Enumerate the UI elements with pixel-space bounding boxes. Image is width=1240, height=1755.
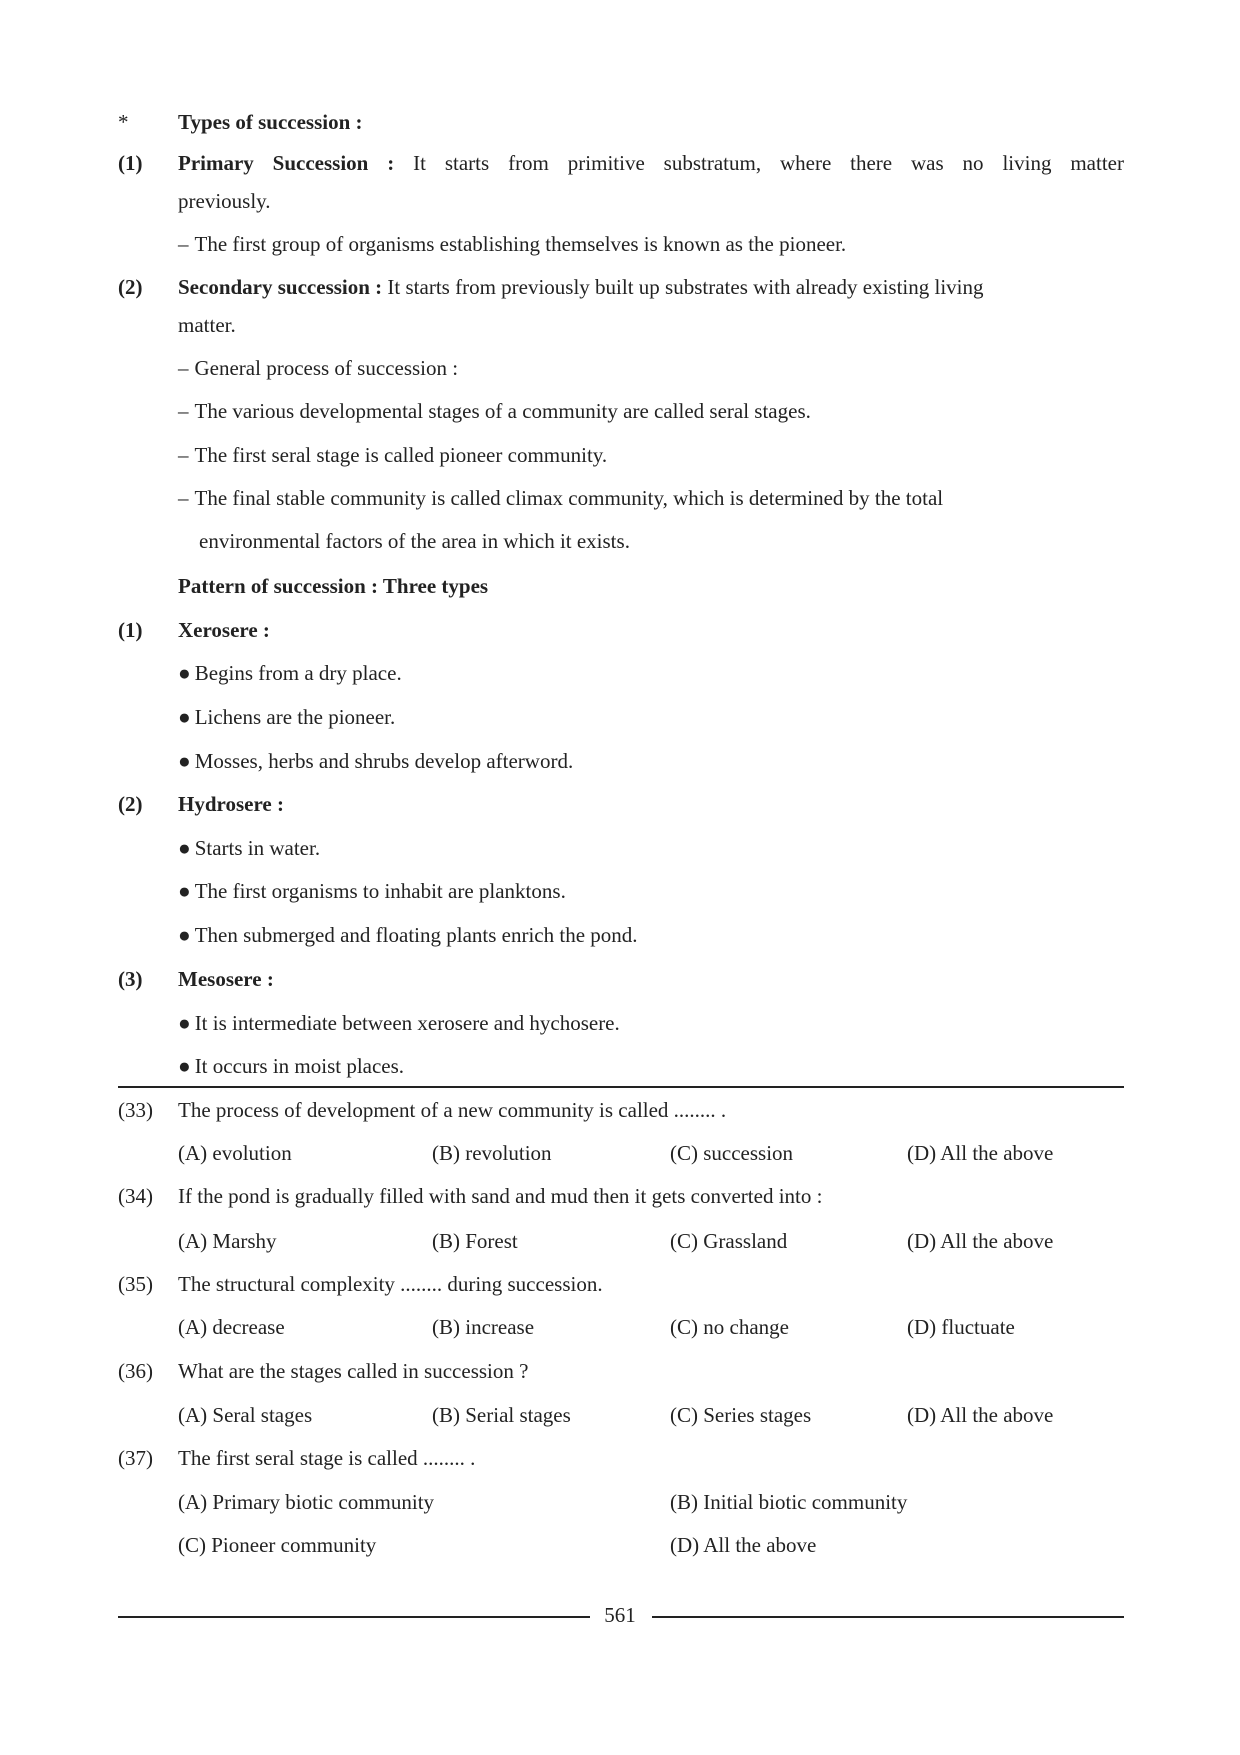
bullet-point: ● Starts in water. bbox=[178, 836, 321, 860]
question-text: If the pond is gradually filled with sand and mud then it gets converted into : bbox=[178, 1184, 823, 1208]
bullet-star: * bbox=[118, 110, 129, 134]
option-d: (D) All the above bbox=[907, 1141, 1054, 1165]
question-number: (35) bbox=[118, 1272, 153, 1296]
bullet-point: ● The first organisms to inhabit are planktons. bbox=[178, 879, 566, 903]
bullet-point: ● It occurs in moist places. bbox=[178, 1054, 405, 1078]
option-b: (B) increase bbox=[432, 1315, 535, 1339]
option-a: (A) Seral stages bbox=[178, 1403, 313, 1427]
item-number: (1) bbox=[118, 151, 143, 175]
bullet-point: ● Begins from a dry place. bbox=[178, 661, 402, 685]
footer-rule-left bbox=[118, 1616, 590, 1618]
option-b: (B) revolution bbox=[432, 1141, 552, 1165]
term: Primary Succession : bbox=[178, 151, 395, 175]
dash-line: – The first seral stage is called pioneer community. bbox=[178, 443, 608, 467]
page-number: 561 bbox=[604, 1603, 636, 1627]
note-line: – The first group of organisms establishing themselves is known as the pioneer. bbox=[178, 232, 847, 256]
item-number: (2) bbox=[118, 275, 143, 299]
definition: It starts from primitive substratum, where there was no living matter bbox=[413, 151, 1124, 175]
pattern-heading: Pattern of succession : Three types bbox=[178, 574, 489, 598]
option-b: (B) Initial biotic community bbox=[670, 1490, 908, 1514]
secondary-succession-line2: matter. bbox=[178, 313, 236, 337]
item-number: (1) bbox=[118, 618, 143, 642]
bullet-point: ● It is intermediate between xerosere and hychosere. bbox=[178, 1011, 620, 1035]
option-d: (D) fluctuate bbox=[907, 1315, 1015, 1339]
option-c: (C) succession bbox=[670, 1141, 794, 1165]
bullet-point: ● Then submerged and floating plants enrich the pond. bbox=[178, 923, 638, 947]
option-d: (D) All the above bbox=[670, 1533, 817, 1557]
item-number: (3) bbox=[118, 967, 143, 991]
footer-rule-right bbox=[652, 1616, 1124, 1618]
item-number: (2) bbox=[118, 792, 143, 816]
bullet-point: ● Lichens are the pioneer. bbox=[178, 705, 396, 729]
bullet-point: ● Mosses, herbs and shrubs develop afterword. bbox=[178, 749, 574, 773]
primary-succession-line2: previously. bbox=[178, 189, 271, 213]
option-c: (C) Series stages bbox=[670, 1403, 812, 1427]
question-text: What are the stages called in succession ? bbox=[178, 1359, 529, 1383]
option-a: (A) evolution bbox=[178, 1141, 292, 1165]
option-c: (C) no change bbox=[670, 1315, 789, 1339]
definition: It starts from previously built up substrates with already existing living bbox=[387, 275, 984, 299]
dash-line: – General process of succession : bbox=[178, 356, 459, 380]
option-d: (D) All the above bbox=[907, 1403, 1054, 1427]
section-divider bbox=[118, 1086, 1124, 1088]
question-number: (34) bbox=[118, 1184, 153, 1208]
option-b: (B) Forest bbox=[432, 1229, 518, 1253]
option-d: (D) All the above bbox=[907, 1229, 1054, 1253]
dash-line-continuation: environmental factors of the area in which it exists. bbox=[199, 529, 630, 553]
question-text: The process of development of a new community is called ........ . bbox=[178, 1098, 727, 1122]
question-text: The structural complexity ........ during succession. bbox=[178, 1272, 603, 1296]
hydrosere-title: Hydrosere : bbox=[178, 792, 284, 816]
option-a: (A) decrease bbox=[178, 1315, 285, 1339]
option-c: (C) Grassland bbox=[670, 1229, 788, 1253]
question-number: (37) bbox=[118, 1446, 153, 1470]
option-a: (A) Primary biotic community bbox=[178, 1490, 435, 1514]
question-number: (36) bbox=[118, 1359, 153, 1383]
option-c: (C) Pioneer community bbox=[178, 1533, 377, 1557]
option-b: (B) Serial stages bbox=[432, 1403, 571, 1427]
question-text: The first seral stage is called ........ . bbox=[178, 1446, 476, 1470]
question-number: (33) bbox=[118, 1098, 153, 1122]
primary-succession-line1 bbox=[178, 151, 1124, 176]
term: Secondary succession : bbox=[178, 275, 383, 299]
dash-line: – The various developmental stages of a community are called seral stages. bbox=[178, 399, 811, 423]
secondary-succession-line1 bbox=[178, 275, 984, 300]
section-heading: Types of succession : bbox=[178, 110, 363, 134]
option-a: (A) Marshy bbox=[178, 1229, 277, 1253]
xerosere-title: Xerosere : bbox=[178, 618, 270, 642]
dash-line: – The final stable community is called climax community, which is determined by the total bbox=[178, 486, 944, 510]
mesosere-title: Mesosere : bbox=[178, 967, 274, 991]
